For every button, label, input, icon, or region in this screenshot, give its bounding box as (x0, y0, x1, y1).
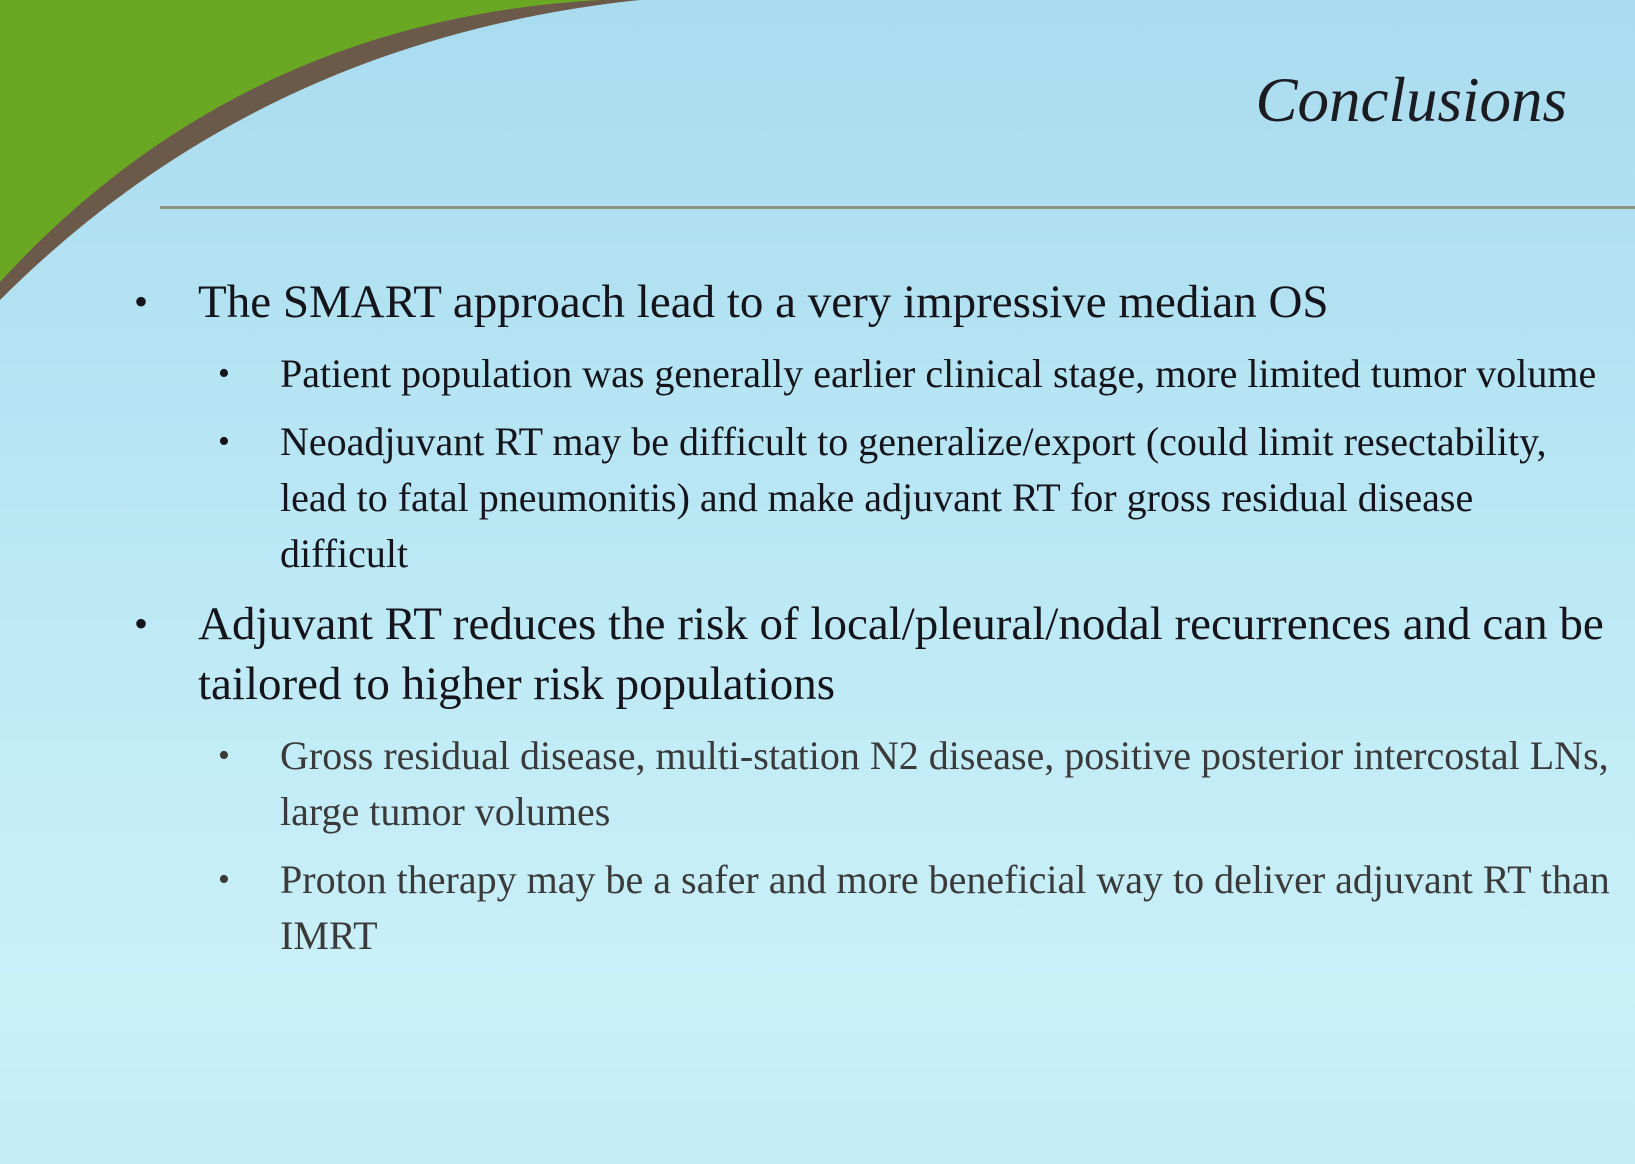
bullet-text: The SMART approach lead to a very impressive median OS (198, 276, 1329, 328)
sub-bullet-text: Gross residual disease, multi-station N2 disease, positive posterior intercostal LNs, large tumor volumes (280, 733, 1609, 834)
bullet-marker: • (218, 861, 230, 898)
bullet-marker: • (218, 355, 230, 392)
sub-bullet-item (130, 852, 1610, 964)
slide-title: Conclusions (1255, 65, 1567, 135)
sub-bullet-text: Neoadjuvant RT may be difficult to generalize/export (could limit resectability, lead to fatal pneumonitis) and make adjuvant RT for gross residual disease difficult (280, 419, 1547, 576)
bullet-list (130, 272, 1610, 976)
bullet-item (130, 272, 1610, 332)
title-divider (160, 206, 1635, 209)
sub-bullet-text: Patient population was generally earlier clinical stage, more limited tumor volume (280, 351, 1597, 396)
bullet-marker: • (134, 279, 149, 324)
bullet-item (130, 594, 1610, 714)
sub-bullet-text: Proton therapy may be a safer and more beneficial way to deliver adjuvant RT than IMRT (280, 857, 1610, 958)
bullet-text: Adjuvant RT reduces the risk of local/pleural/nodal recurrences and can be tailored to higher risk populations (198, 598, 1604, 710)
sub-bullet-item (130, 414, 1610, 582)
sub-bullet-item (130, 728, 1610, 840)
bullet-marker: • (218, 737, 230, 774)
sub-bullet-item (130, 346, 1610, 402)
bullet-marker: • (218, 423, 230, 460)
bullet-marker: • (134, 601, 149, 646)
